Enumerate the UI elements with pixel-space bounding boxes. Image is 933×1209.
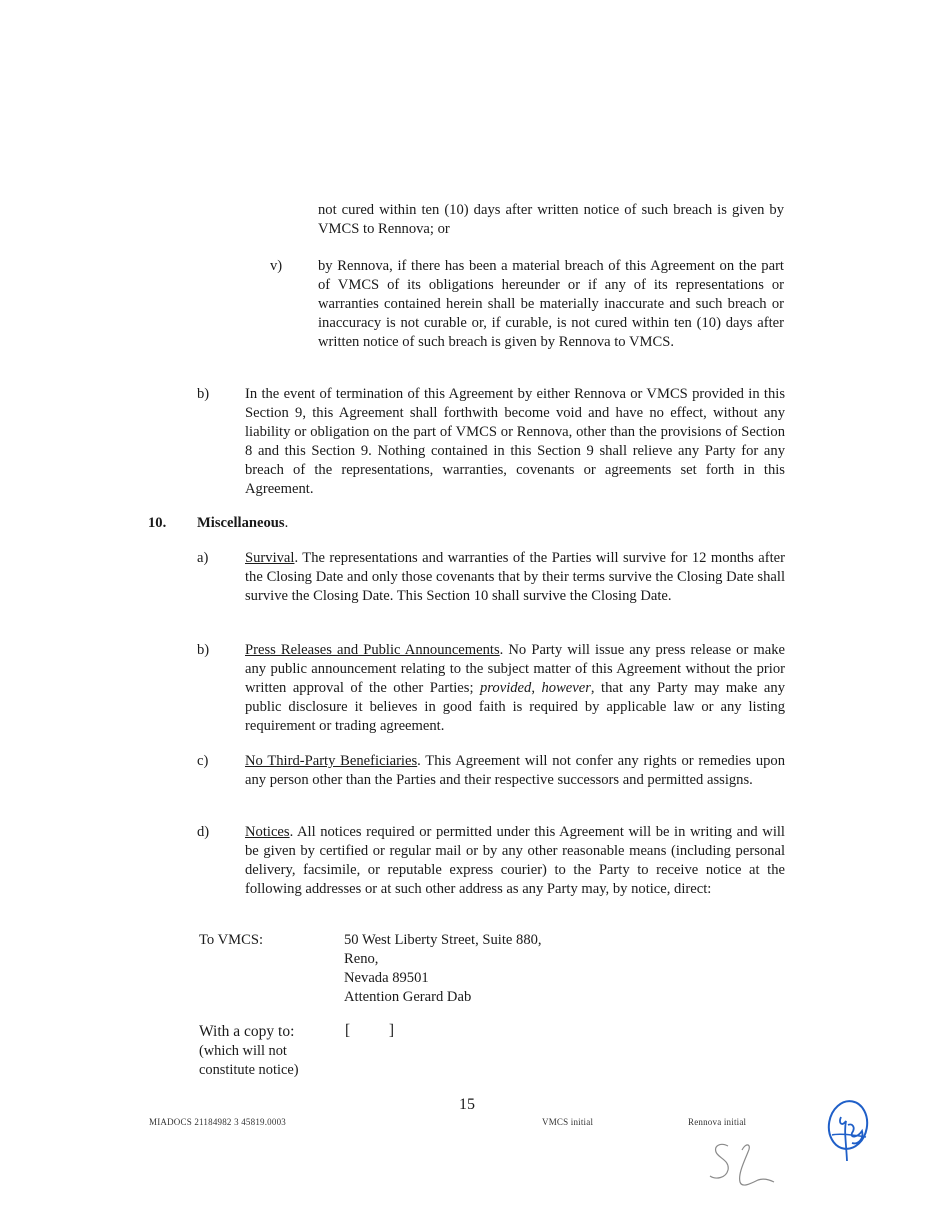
item-a-label: a) bbox=[197, 550, 209, 566]
item-d-text bbox=[245, 823, 785, 899]
notice-to-label: To VMCS: bbox=[199, 932, 263, 948]
item-c-text bbox=[245, 752, 785, 790]
item-a-heading: Survival bbox=[245, 550, 295, 566]
item-d-label: d) bbox=[197, 824, 210, 840]
item-b-provided: provided bbox=[480, 679, 532, 696]
section10-title: Miscellaneous bbox=[197, 515, 285, 531]
rennova-initial-label: Rennova initial bbox=[688, 1117, 747, 1127]
section10-title-end: . bbox=[284, 515, 289, 531]
copy-placeholder: [ ] bbox=[345, 1022, 395, 1039]
section9-b-label: b) bbox=[197, 386, 210, 402]
signature-stroke-s bbox=[710, 1144, 728, 1178]
item-d-heading: Notices bbox=[245, 824, 290, 840]
section9-iv-continued: not cured within ten (10) days after written notice of such breach is given by VMCS to Rennova; or bbox=[318, 202, 784, 237]
item-b-heading: Press Releases and Public Announcements bbox=[245, 642, 500, 658]
item-b-comma: , bbox=[531, 679, 542, 696]
address-line: Reno, bbox=[344, 950, 379, 967]
item-b-label: b) bbox=[197, 642, 210, 658]
copy-line: With a copy to: bbox=[199, 1023, 295, 1040]
item-a-text bbox=[245, 549, 785, 606]
vmcs-initial-label: VMCS initial bbox=[542, 1117, 594, 1127]
item-c-heading: No Third-Party Beneficiaries bbox=[245, 753, 418, 769]
page-number: 15 bbox=[459, 1096, 475, 1113]
section9-b-text: In the event of termination of this Agreement by either Rennova or VMCS provided in this Section 9, this Agreement shall forthwith become void and have no effect, without any liability or obligation on the part of VMCS or Rennova, other than the provisions of Section 8 and this Section 9. Nothing contained in this Section 9 shall relieve any Party for any breach of the representations, warranties, covenants or agreements set forth in this Agreement. bbox=[245, 386, 785, 497]
copy-to-label bbox=[199, 1022, 299, 1080]
item-b-body-2: , that any Party may make any public disclosure it believes in good faith is required by applicable law or any listing requirement or trading agreement. bbox=[245, 679, 785, 734]
copy-line: constitute notice) bbox=[199, 1061, 299, 1078]
item-b-text bbox=[245, 641, 785, 736]
item-a-body: . The representations and warranties of the Parties will survive for 12 months after the Closing Date and only those covenants that by their terms survive the Closing Date shall survive the Closing Date. This Section 10 shall survive the Closing Date. bbox=[245, 550, 785, 604]
sl-initials-signature bbox=[706, 1140, 782, 1190]
section10-heading bbox=[197, 514, 288, 533]
gj-initials-signature bbox=[824, 1097, 874, 1167]
address-line: Nevada 89501 bbox=[344, 969, 429, 986]
section9-v-text: by Rennova, if there has been a material breach of this Agreement on the part of VMCS of its obligations hereunder or if any of its representations or warranties contained herein shall be materially inaccurate and such breach or inaccuracy is not curable or, if curable, is not cured within ten (10) days after written notice of such breach is given by Rennova to VMCS. bbox=[318, 258, 784, 350]
address-line: Attention Gerard Dab bbox=[344, 988, 472, 1005]
item-b-body-1: . No Party will issue any press release or make any public announcement relating to the subject matter of this Agreement without the prior written approval of the other Parties; bbox=[245, 642, 786, 696]
address-line: 50 West Liberty Street, Suite 880, bbox=[344, 932, 542, 948]
doc-id: MIADOCS 21184982 3 45819.0003 bbox=[149, 1117, 286, 1127]
section10-number: 10. bbox=[148, 515, 167, 531]
signature-stroke-cross bbox=[832, 1134, 866, 1137]
item-c-body: . This Agreement will not confer any rights or remedies upon any person other than the Parties and their respective successors and permitted assigns. bbox=[245, 753, 786, 788]
section9-v-label: v) bbox=[270, 258, 283, 274]
item-c-label: c) bbox=[197, 753, 209, 769]
item-d-body: . All notices required or permitted under this Agreement will be in writing and will be given by certified or regular mail or by any other reasonable means (including personal delivery, facsimile, or reputable express courier) to the Party to receive notice at the following addresses or at such other address as any Party may, by notice, direct: bbox=[245, 824, 785, 897]
notice-address bbox=[344, 931, 542, 1007]
copy-line: (which will not bbox=[199, 1042, 287, 1059]
signature-stroke-l bbox=[740, 1145, 774, 1185]
item-b-however: however bbox=[541, 679, 591, 696]
signature-stroke-g bbox=[848, 1124, 862, 1143]
signature-stroke-j bbox=[840, 1117, 847, 1161]
